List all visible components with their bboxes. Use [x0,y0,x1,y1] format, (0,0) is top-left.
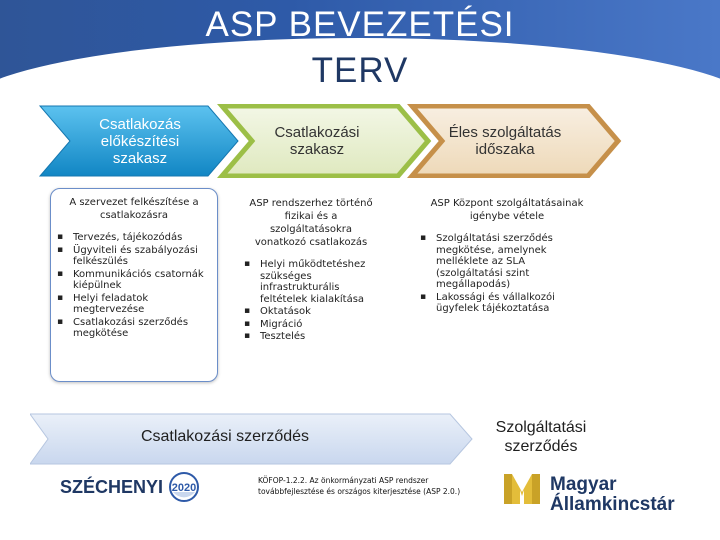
szechenyi-2020-logo [60,470,210,504]
list-item: ▪ Oktatások [260,306,378,318]
list-item: ▪ Tervezés, tájékozódás [73,232,211,244]
allamkincstar-emblem-icon [504,474,540,504]
service-contract-line-2: szerződés [504,438,578,455]
phase-1-label-line-1: Csatlakozás [99,115,181,133]
contract-arrow-label: Csatlakozási szerződés [140,428,310,445]
column-preparation-heading: A szervezet felkészítése a csatlakozásra [69,197,199,221]
szechenyi-logo-text: SZÉCHENYI [60,477,164,497]
title-line-1: ASP BEVEZETÉSI [205,5,515,44]
column-live-service-list [414,233,600,315]
list-item: ▪ Migráció [260,319,378,331]
phase-2-label-line-1: Csatlakozási [274,124,360,141]
caption-line-2: továbbfejlesztése és országos kiterjesztése (ASP 2.0.) [258,487,461,496]
phase-1-label-line-2: előkészítési [100,132,180,150]
caption-line-1: KÖFOP-1.2.2. Az önkormányzati ASP rendszer [258,476,429,485]
phase-3-label-line-2: időszaka [475,141,535,158]
phase-3-label-line-1: Éles szolgáltatás [448,124,562,141]
allamkincstar-line-2: Államkincstár [550,494,675,515]
project-caption [258,475,468,497]
list-item: ▪ Ügyviteli és szabályozási felkészülés [73,245,211,268]
phase-3-label [430,112,580,170]
column-preparation-list [51,232,217,340]
list-item: ▪ Tesztelés [260,331,378,343]
header-band [0,0,720,100]
allamkincstar-logo [502,470,682,516]
list-item: ▪ Helyi működtetéshez szükséges infrastrukturális feltételek kialakítása [260,259,378,305]
list-item: ▪ Helyi feladatok megtervezése [73,293,211,316]
list-item: ▪ Lakossági és vállalkozói ügyfelek tájékoztatása [436,292,594,315]
allamkincstar-line-1: Magyar [550,474,617,495]
phase-1-label [80,112,200,170]
page-title [160,2,560,94]
column-live-service [412,188,602,318]
column-live-service-heading: ASP Központ szolgáltatásainak igénybe vétele [430,198,584,222]
list-item: ▪ Szolgáltatási szerződés megkötése, amelynek melléklete az SLA (szolgáltatási szint megállapodás) [436,233,594,291]
phase-2-label [252,112,382,170]
title-line-2: TERV [311,51,409,90]
phase-1-label-line-3: szakasz [112,149,168,167]
column-connection [236,188,386,346]
column-preparation [50,188,218,382]
column-connection-heading: ASP rendszerhez történő fizikai és a szolgáltatásokra vonatkozó csatlakozás [249,198,373,248]
list-item: ▪ Csatlakozási szerződés megkötése [73,317,211,340]
service-contract-label [466,418,616,456]
szechenyi-logo-number: 2020 [171,482,197,494]
column-connection-list [238,259,384,343]
list-item: ▪ Kommunikációs csatornák kiépülnek [73,269,211,292]
phase-2-label-line-2: szakasz [289,141,345,158]
service-contract-line-1: Szolgáltatási [495,419,587,436]
